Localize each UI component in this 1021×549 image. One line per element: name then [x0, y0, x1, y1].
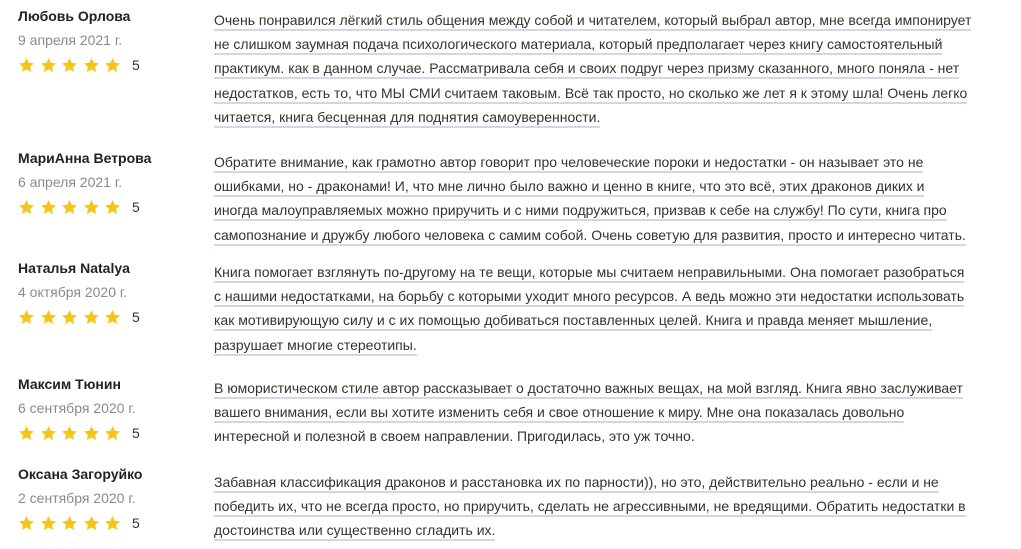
review-date: 6 апреля 2021 г.: [18, 174, 123, 190]
review-text-line: [214, 81, 1014, 105]
review-text-line-content: победить их, что не всегда просто, но приручить, сделать не агрессивными, не вредящими. Обратить недостатки в: [214, 498, 966, 517]
review-text-line: [214, 105, 1014, 129]
review-author[interactable]: Максим Тюнин: [18, 376, 121, 392]
review-text: [214, 470, 1014, 543]
rating-score: 5: [131, 57, 140, 73]
review-text-line: [214, 8, 1014, 32]
review-author[interactable]: МариАнна Ветрова: [18, 150, 152, 166]
review-text: [214, 150, 1014, 247]
review-text-line-content: В юмористическом стиле автор рассказывает о достаточно важных вещах, на мой взгляд. Книга явно заслуживает: [214, 380, 963, 399]
review-date: 4 октября 2020 г.: [18, 284, 128, 300]
review-text-line: [214, 494, 1014, 518]
review-date: 6 сентября 2020 г.: [18, 400, 136, 416]
review-author[interactable]: Оксана Загоруйко: [18, 466, 143, 482]
review-text-line: [214, 470, 1014, 494]
review-text-line: [214, 284, 1014, 308]
star-icon: [18, 425, 35, 442]
star-icon: [40, 425, 57, 442]
review-text-line-content: как мотивирующую силу и с их помощью добиваться поставленных целей. Книга и правда меняет мышление,: [214, 312, 932, 331]
review-date: 9 апреля 2021 г.: [18, 32, 123, 48]
star-icon: [18, 515, 35, 532]
star-icon: [83, 515, 100, 532]
review-text-line-content: интересной и полезной в своем направлении. Пригодилась, это уж точно.: [214, 428, 695, 445]
star-icon: [104, 57, 121, 74]
review-text-line: [214, 198, 1014, 222]
review-text-line: [214, 150, 1014, 174]
star-icon: [83, 425, 100, 442]
review-author[interactable]: Любовь Орлова: [18, 8, 131, 24]
star-rating: [18, 514, 140, 532]
review-text: [214, 376, 1014, 449]
review-text-line: [214, 518, 1014, 542]
review-text-line-content: Обратите внимание, как грамотно автор говорит про человеческие пороки и недостатки - он называет это не: [214, 154, 923, 173]
star-icon: [61, 309, 78, 326]
review-text-line-content: самопознание и дружбу любого человека с самим собой. Очень советую для развития, просто и интересно читать.: [214, 227, 966, 246]
review-text-line: [214, 174, 1014, 198]
star-icon: [40, 199, 57, 216]
star-icon: [18, 57, 35, 74]
review-text-line: [214, 376, 1014, 400]
review-text-line: [214, 32, 1014, 56]
review-text-line-content: разрушает многие стереотипы.: [214, 337, 417, 356]
star-icon: [61, 425, 78, 442]
rating-score: 5: [131, 309, 140, 325]
review-text-line-content: не слишком заумная подача психологического материала, который предполагает через книгу самостоятельный: [214, 36, 942, 55]
star-rating: [18, 424, 140, 442]
star-icon: [18, 199, 35, 216]
review-text-line: [214, 260, 1014, 284]
review-text-line-content: иногда малоуправляемых можно приручить и с ними подружиться, призвав к себе на службу! По сути, книга про: [214, 202, 947, 221]
star-icon: [61, 199, 78, 216]
star-icon: [104, 425, 121, 442]
review-text-line-content: читается, книга бесценная для поднятия самоуверенности.: [214, 109, 600, 128]
star-icon: [104, 515, 121, 532]
review-date: 2 сентября 2020 г.: [18, 490, 136, 506]
star-rating: [18, 56, 140, 74]
star-icon: [40, 515, 57, 532]
star-icon: [104, 199, 121, 216]
star-icon: [83, 199, 100, 216]
review-text-line-content: Забавная классификация драконов и расстановка их по парности)), но это, действительно реально - если и не: [214, 474, 939, 493]
review-text-line-content: ошибками, но - драконами! И, что мне лично было важно и ценно в книге, что это всё, этих драконов диких и: [214, 178, 924, 197]
review-text: [214, 260, 1014, 357]
rating-score: 5: [131, 515, 140, 531]
star-icon: [83, 57, 100, 74]
review-text-line: [214, 308, 1014, 332]
review-text: [214, 8, 1014, 129]
star-icon: [18, 309, 35, 326]
star-icon: [83, 309, 100, 326]
rating-score: 5: [131, 425, 140, 441]
review-text-line-content: достоинства или существенно сгладить их.: [214, 522, 495, 541]
review-author[interactable]: Наталья Natalya: [18, 260, 130, 276]
review-text-line-content: практикум. как в данном случае. Рассматривала себя и своих подруг через призму сказанного, много поняла - нет: [214, 60, 959, 79]
star-icon: [40, 309, 57, 326]
review-text-line-content: с нашими недостатками, на борьбу с которыми уходит много ресурсов. А ведь можно эти недостатки использовать: [214, 288, 964, 307]
review-text-line: [214, 400, 1014, 424]
review-text-line: [214, 56, 1014, 80]
review-text-line-content: вашего внимания, если вы хотите изменить себя и свое отношение к миру. Мне она показалась довольно: [214, 404, 904, 423]
review-text-line: [214, 223, 1014, 247]
review-text-line-content: Книга помогает взглянуть по-другому на те вещи, которые мы считаем неправильными. Она помогает разобраться: [214, 264, 964, 283]
star-icon: [104, 309, 121, 326]
star-icon: [61, 515, 78, 532]
star-icon: [40, 57, 57, 74]
review-text-line-content: недостатков, есть то, что МЫ СМИ считаем таковым. Всё так просто, но сколько же лет я к этому шла! Очень легко: [214, 85, 967, 104]
star-rating: [18, 308, 140, 326]
star-icon: [61, 57, 78, 74]
review-text-line: [214, 424, 1014, 448]
review-text-line: [214, 333, 1014, 357]
review-text-line-content: Очень понравился лёгкий стиль общения между собой и читателем, который выбрал автор, мне всегда импонирует: [214, 12, 971, 31]
rating-score: 5: [131, 199, 140, 215]
star-rating: [18, 198, 140, 216]
